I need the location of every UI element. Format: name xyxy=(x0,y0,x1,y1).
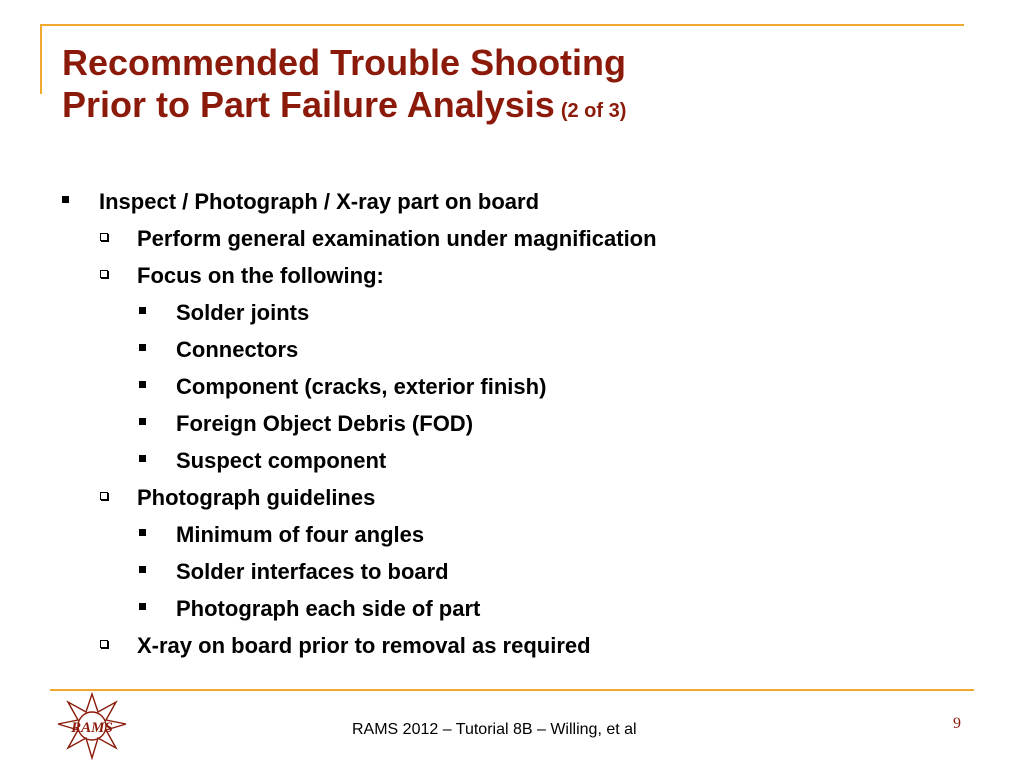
shadowed-square-bullet-icon xyxy=(100,479,108,516)
title-suffix: (2 of 3) xyxy=(560,100,627,122)
title-line-2 xyxy=(62,84,626,132)
bullet-text: Solder joints xyxy=(176,300,310,325)
shadowed-square-bullet-icon xyxy=(100,257,108,294)
bullet-text: Focus on the following: xyxy=(137,263,384,288)
square-bullet-icon xyxy=(62,183,69,220)
bullet-item xyxy=(62,590,962,627)
top-accent-line xyxy=(40,24,964,26)
left-accent-line xyxy=(40,24,42,94)
bullet-item xyxy=(62,479,962,516)
bullet-text: Minimum of four angles xyxy=(176,522,425,547)
bullet-text: X-ray on board prior to removal as required xyxy=(137,633,591,658)
bullet-item xyxy=(62,183,962,220)
bullet-text: Component (cracks, exterior finish) xyxy=(176,374,547,399)
bullet-text: Perform general examination under magnification xyxy=(137,226,657,251)
slide-title xyxy=(62,42,626,132)
bullet-item xyxy=(62,220,962,257)
page-number: 9 xyxy=(953,715,961,732)
bullet-item xyxy=(62,368,962,405)
bullet-item xyxy=(62,516,962,553)
shadowed-square-bullet-icon xyxy=(100,627,108,664)
bullet-item xyxy=(62,553,962,590)
bullet-text: Solder interfaces to board xyxy=(176,559,449,584)
bullet-item xyxy=(62,294,962,331)
square-bullet-icon xyxy=(139,590,146,627)
bullet-item xyxy=(62,627,962,664)
bullet-text: Suspect component xyxy=(176,448,387,473)
square-bullet-icon xyxy=(139,405,146,442)
bottom-accent-line xyxy=(50,689,974,691)
bullet-text: Photograph each side of part xyxy=(176,596,481,621)
bullet-text: Connectors xyxy=(176,337,299,362)
bullet-item xyxy=(62,405,962,442)
shadowed-square-bullet-icon xyxy=(100,220,108,257)
square-bullet-icon xyxy=(139,331,146,368)
bullet-list xyxy=(62,183,962,664)
bullet-text: Foreign Object Debris (FOD) xyxy=(176,411,474,436)
title-line-2-text: Prior to Part Failure Analysis xyxy=(62,84,555,125)
square-bullet-icon xyxy=(139,516,146,553)
square-bullet-icon xyxy=(139,553,146,590)
square-bullet-icon xyxy=(139,294,146,331)
square-bullet-icon xyxy=(139,368,146,405)
bullet-item xyxy=(62,331,962,368)
footer-text: RAMS 2012 – Tutorial 8B – Willing, et al xyxy=(352,721,637,738)
title-line-1: Recommended Trouble Shooting xyxy=(62,42,627,83)
bullet-text: Inspect / Photograph / X-ray part on board xyxy=(99,189,540,214)
logo-text: RAMS xyxy=(71,720,113,736)
bullet-text: Photograph guidelines xyxy=(137,485,376,510)
bullet-item xyxy=(62,257,962,294)
rams-logo-icon xyxy=(56,692,128,760)
bullet-item xyxy=(62,442,962,479)
square-bullet-icon xyxy=(139,442,146,479)
